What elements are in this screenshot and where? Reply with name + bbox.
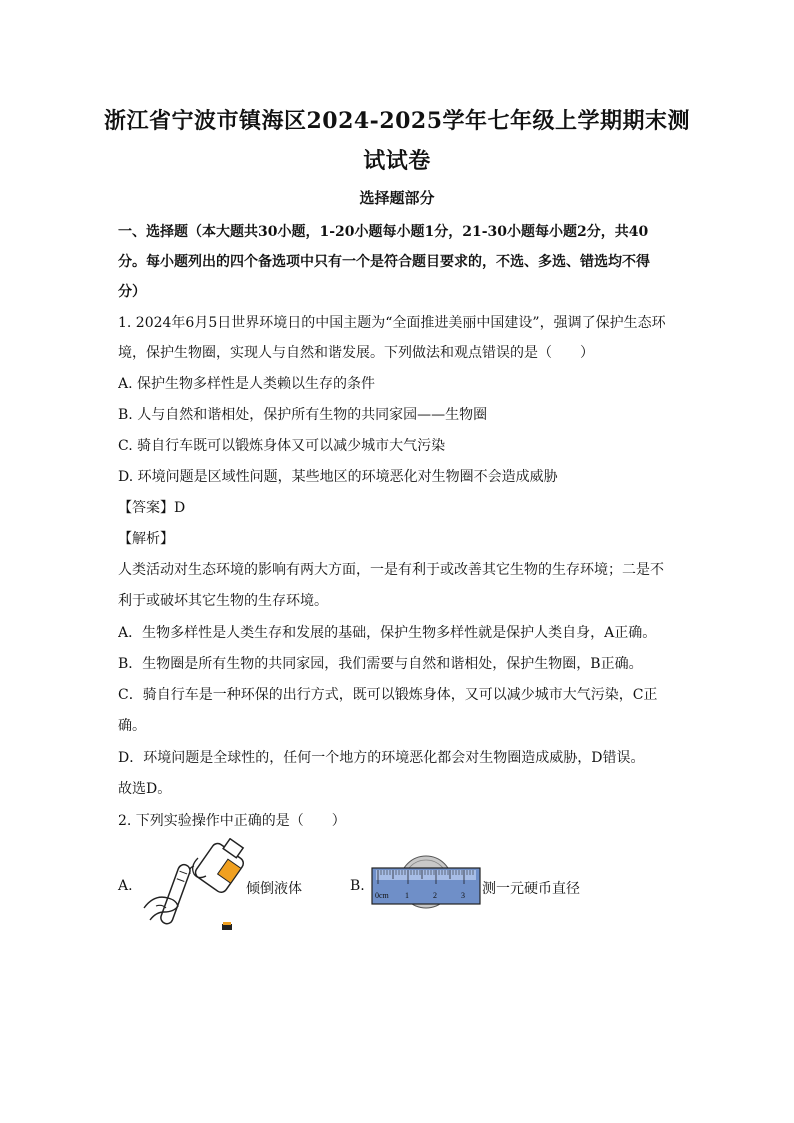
- question2-option-b-caption: 测一元硬币直径: [482, 881, 580, 897]
- analysis-line: 确。: [118, 718, 146, 734]
- question1-option-d: D. 环境问题是区域性问题，某些地区的环境恶化对生物圈不会造成威胁: [118, 469, 558, 485]
- section-heading: 选择题部分: [359, 189, 435, 207]
- instruction-line: 一、选择题（本大题共30小题，1-20小题每小题1分，21-30小题每小题2分，共40: [118, 224, 649, 240]
- question2-option-a-caption: 倾倒液体: [246, 881, 302, 897]
- ruler-label-1: 1: [405, 891, 409, 900]
- analysis-line: A．生物多样性是人类生存和发展的基础，保护生物多样性就是保护人类自身，A正确。: [118, 625, 657, 641]
- ruler-label-2: 2: [433, 891, 437, 900]
- question1-option-c: C. 骑自行车既可以锻炼身体又可以减少城市大气污染: [118, 438, 446, 454]
- ruler-coin-illustration: [370, 854, 482, 910]
- analysis-line: 故选D。: [118, 781, 172, 797]
- analysis-line: 人类活动对生态环境的影响有两大方面，一是有利于或改善其它生物的生存环境；二是不: [118, 562, 664, 578]
- question2-option-a-letter: A.: [118, 878, 133, 894]
- exam-title-line2: 试试卷: [363, 148, 431, 174]
- analysis-line: D．环境问题是全球性的，任何一个地方的环境恶化都会对生物圈造成威胁，D错误。: [118, 750, 645, 766]
- ruler-label-0: 0cm: [375, 891, 389, 900]
- analysis-line: B．生物圈是所有生物的共同家园，我们需要与自然和谐相处，保护生物圈，B正确。: [118, 656, 643, 672]
- pour-liquid-illustration: [138, 838, 254, 936]
- instruction-line: 分。每小题列出的四个备选项中只有一个是符合题目要求的，不选、多选、错选均不得: [118, 254, 650, 270]
- analysis-label: 【解析】: [118, 531, 174, 547]
- question1-stem: 境，保护生物圈，实现人与自然和谐发展。下列做法和观点错误的是（ ）: [118, 345, 594, 361]
- question1-stem: 1. 2024年6月5日世界环境日的中国主题为“全面推进美丽中国建设”，强调了保护生态环: [118, 315, 666, 331]
- ruler-label-3: 3: [461, 891, 465, 900]
- question2-option-b-letter: B.: [350, 878, 365, 894]
- analysis-line: 利于或破坏其它生物的生存环境。: [118, 593, 328, 609]
- answer-label: 【答案】D: [118, 500, 186, 516]
- analysis-line: C．骑自行车是一种环保的出行方式，既可以锻炼身体，又可以减少城市大气污染，C正: [118, 687, 658, 703]
- exam-title-line1: 浙江省宁波市镇海区2024-2025学年七年级上学期期末测: [103, 108, 691, 134]
- question1-option-a: A. 保护生物多样性是人类赖以生存的条件: [118, 376, 376, 392]
- question2-stem: 2. 下列实验操作中正确的是（ ）: [118, 813, 346, 829]
- question1-option-b: B. 人与自然和谐相处，保护所有生物的共同家园——生物圈: [118, 407, 488, 423]
- instruction-line: 分）: [118, 284, 146, 300]
